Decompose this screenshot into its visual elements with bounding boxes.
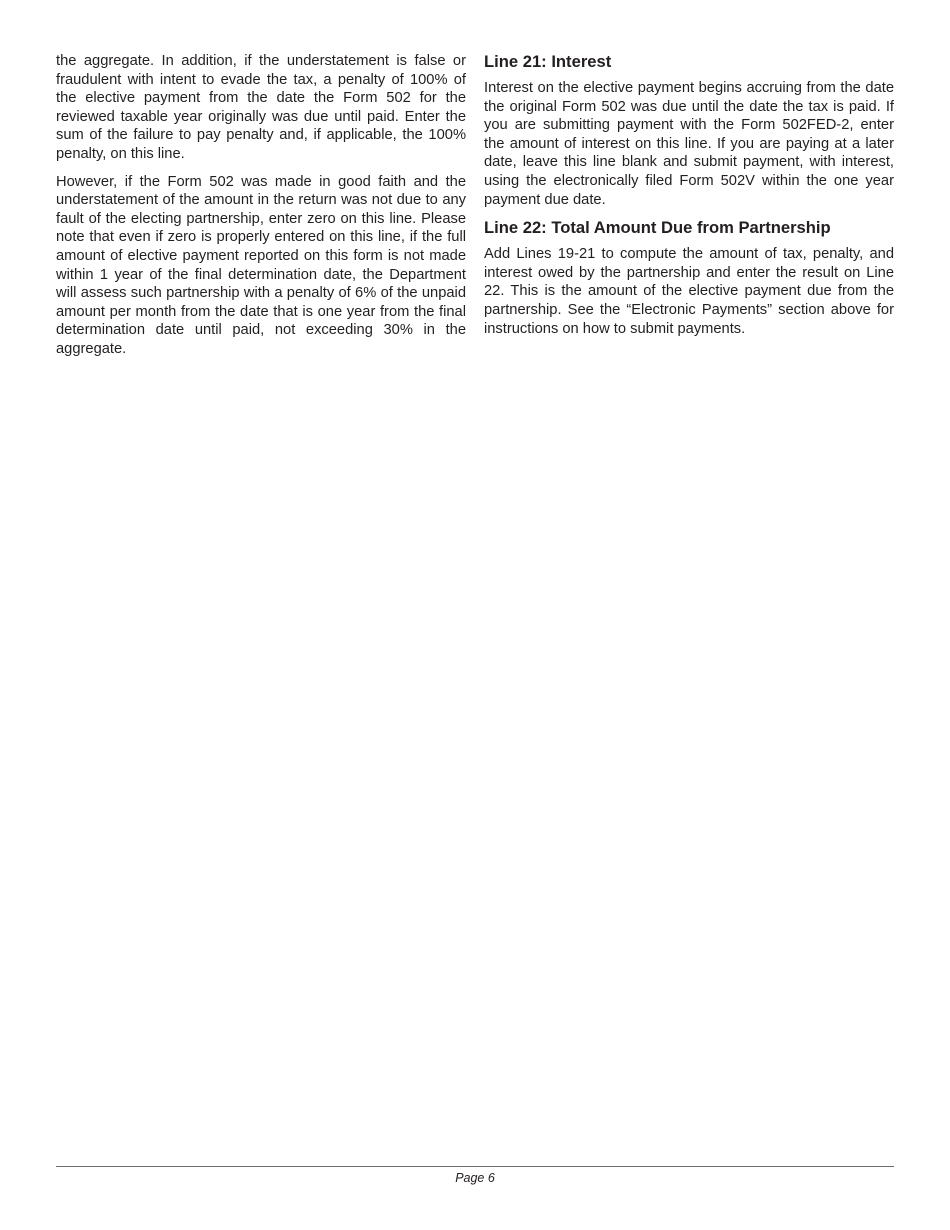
line-21-body: Interest on the elective payment begins accruing from the date the original Form 502 was due until the date the tax is paid. If you are submitting payment with the Form 502FED-2, enter the amount of interest on this line. If you are paying at a later date, leave this line blank and submit payment, with interest, using the electronically filed Form 502V within the one year payment due date. [484, 80, 894, 208]
left-column [56, 52, 466, 368]
line-22-heading: Line 22: Total Amount Due from Partnership [484, 218, 831, 238]
good-faith-paragraph: However, if the Form 502 was made in good faith and the understatement of the amount in the return was not due to any fault of the electing partnership, enter zero on this line. Please note that even if zero is properly entered on this line, if the full amount of elective payment reported on this form is not made within 1 year of the final determination date, the Department will assess such partnership with a penalty of 6% of the unpaid amount per month from the date that is one year from the final determination date until paid, not exceeding 30% in the aggregate. [56, 173, 466, 357]
right-column [484, 52, 894, 347]
penalty-continuation-paragraph: the aggregate. In addition, if the understatement is false or fraudulent with intent to evade the tax, a penalty of 100% of the elective payment from the date the Form 502 for the reviewed taxable year originally was due until paid. Enter the sum of the failure to pay penalty and, if applicable, the 100% penalty, on this line. [56, 53, 466, 162]
page-number: Page 6 [455, 1171, 495, 1185]
line-22-body: Add Lines 19-21 to compute the amount of tax, penalty, and interest owed by the partnership and enter the result on Line 22. This is the amount of the elective payment due from the partnership. See the “Electronic Payments” section above for instructions on how to submit payments. [484, 246, 894, 337]
footer-divider [56, 1166, 894, 1167]
line-21-heading: Line 21: Interest [484, 52, 612, 71]
